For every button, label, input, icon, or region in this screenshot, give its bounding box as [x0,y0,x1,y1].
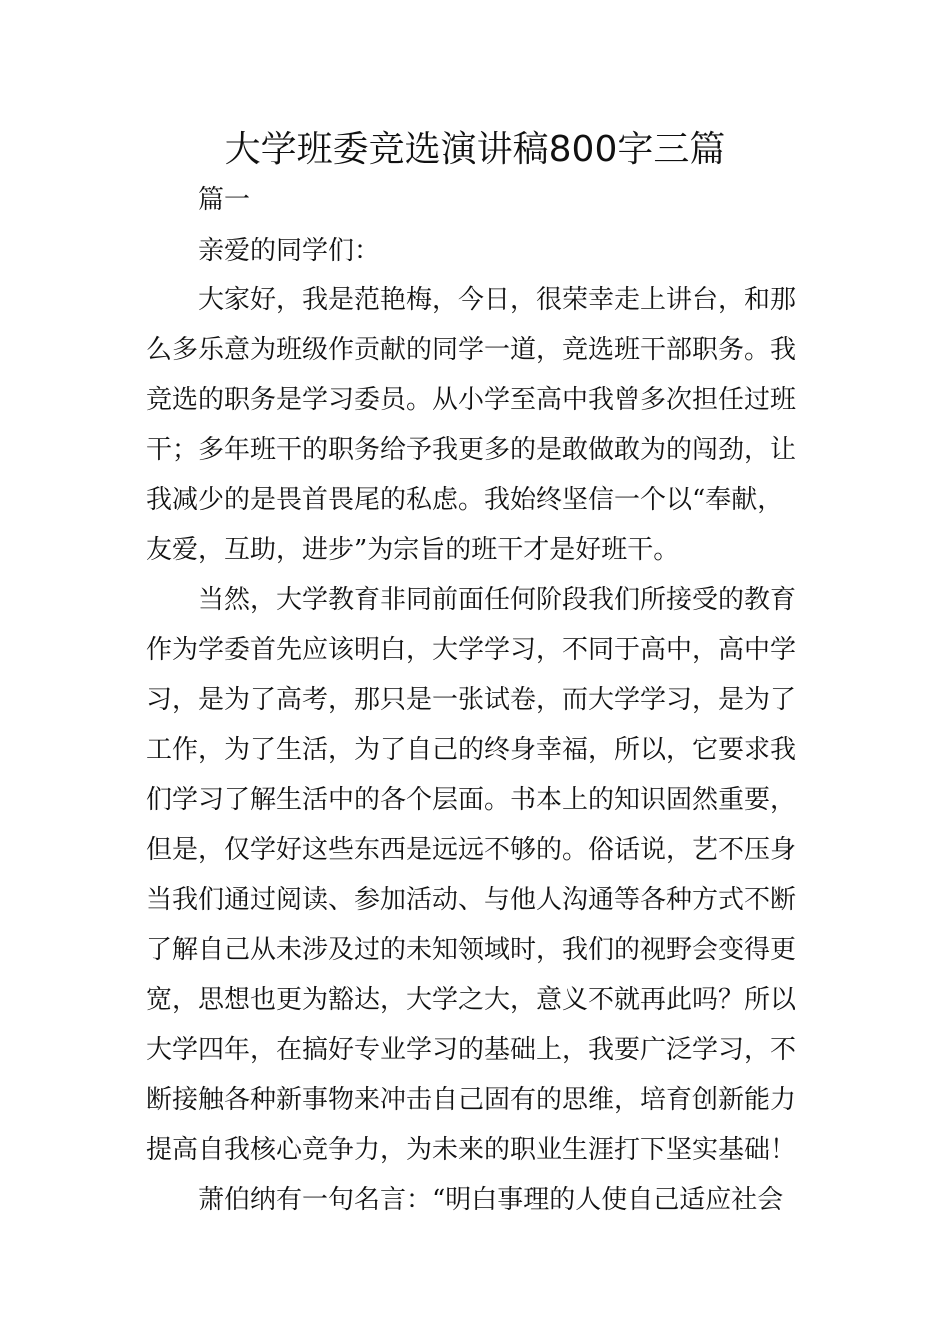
paragraph-line: 大家好，我是范艳梅，今日，很荣幸走上讲台，和那 [198,285,797,315]
paragraph-line: 提高自我核心竞争力，为未来的职业生涯打下坚实基础！ [146,1135,797,1165]
paragraph-line: 萧伯纳有一句名言：“明白事理的人使自己适应社会 [198,1185,784,1215]
paragraph-line: 友爱，互助，进步”为宗旨的班干才是好班干。 [146,535,680,565]
paragraph-line: 作为学委首先应该明白，大学学习，不同于高中，高中学 [146,635,797,665]
paragraph-line: 习，是为了高考，那只是一张试卷，而大学学习，是为了 [146,685,797,715]
paragraph-line: 们学习了解生活中的各个层面。书本上的知识固然重要， [146,785,797,815]
paragraph-line: 断接触各种新事物来冲击自己固有的思维，培育创新能力 [146,1085,797,1115]
paragraph-line: 了解自己从未涉及过的未知领域时，我们的视野会变得更 [146,935,797,965]
paragraph-line: 我减少的是畏首畏尾的私虑。我始终坚信一个以“奉献， [146,485,784,515]
section-label: 篇一 [198,185,251,215]
paragraph-line: 当我们通过阅读、参加活动、与他人沟通等各种方式不断 [146,885,797,915]
salutation: 亲爱的同学们： [198,236,381,266]
paragraph-line: 当然，大学教育非同前面任何阶段我们所接受的教育 [198,585,797,615]
paragraph-line: 干；多年班干的职务给予我更多的是敢做敢为的闯劲，让 [146,435,797,465]
paragraph-line: 竞选的职务是学习委员。从小学至高中我曾多次担任过班 [146,385,797,415]
paragraph-line: 么多乐意为班级作贡献的同学一道，竞选班干部职务。我 [146,335,797,365]
paragraph-line: 工作，为了生活，为了自己的终身幸福，所以，它要求我 [146,735,797,765]
paragraph-line: 大学四年，在搞好专业学习的基础上，我要广泛学习，不 [146,1035,797,1065]
paragraph-line: 但是，仅学好这些东西是远远不够的。俗话说，艺不压身 [146,835,797,865]
paragraph-line: 宽，思想也更为豁达，大学之大，意义不就再此吗？所以 [146,985,797,1015]
document-title: 大学班委竞选演讲稿800字三篇 [224,129,726,170]
